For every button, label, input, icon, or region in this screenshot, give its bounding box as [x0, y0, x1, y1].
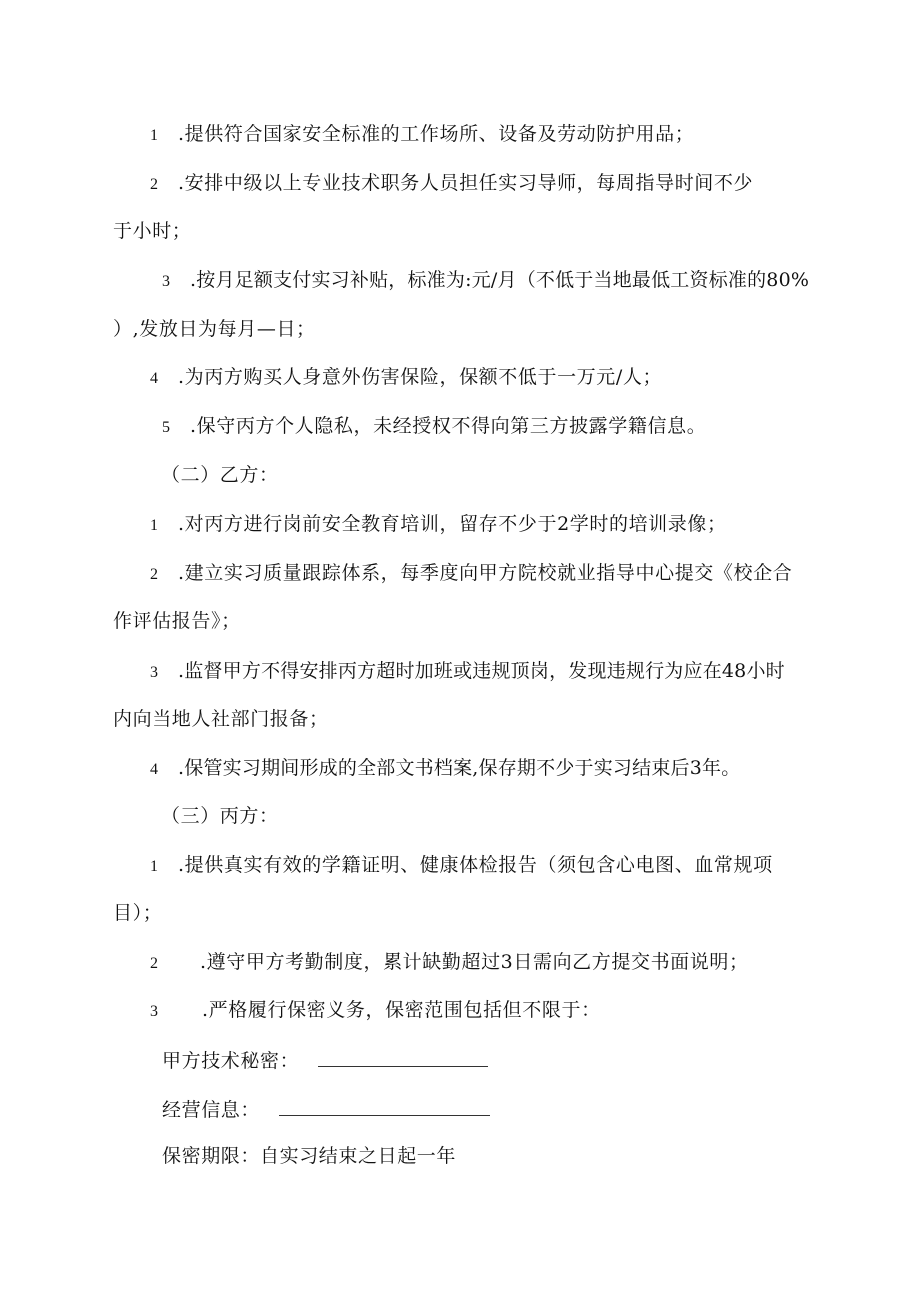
party-b-item-3-continuation — [113, 706, 329, 732]
party-c-item-1-continuation — [113, 900, 162, 926]
item-text: .建立实习质量跟踪体系，每季度向甲方院校就业指导中心提交《校企合 — [178, 562, 793, 584]
party-a-item-4 — [150, 364, 662, 392]
item-number: 1 — [150, 517, 158, 534]
item-number: 2 — [150, 566, 158, 583]
tech-secret-label: 甲方技术秘密： — [162, 1050, 300, 1072]
business-info-blank-field[interactable] — [279, 1095, 490, 1116]
item-text-continuation: 作评估报告》； — [113, 610, 241, 632]
party-b-item-1 — [150, 511, 727, 539]
party-b-item-3 — [150, 658, 785, 686]
party-c-item-1 — [150, 852, 773, 880]
item-text-continuation: 内向当地人社部门报备； — [113, 708, 329, 730]
item-text-continuation: 目）； — [113, 902, 163, 924]
item-text: .保管实习期间形成的全部文书档案,保存期不少于实习结束后3年。 — [178, 757, 741, 779]
item-text: .遵守甲方考勤制度，累计缺勤超过3日需向乙方提交书面说明； — [200, 951, 749, 973]
item-text: .为丙方购买人身意外伤害保险，保额不低于一万元/人； — [178, 366, 663, 388]
business-info-label: 经营信息： — [162, 1099, 261, 1121]
item-number: 5 — [162, 419, 170, 436]
item-number: 2 — [150, 176, 158, 193]
party-c-item-3 — [150, 997, 601, 1025]
party-b-item-4 — [150, 755, 740, 783]
item-number: 4 — [150, 761, 158, 778]
item-text: .对丙方进行岗前安全教育培训，留存不少于2学时的培训录像； — [178, 513, 727, 535]
tech-secret-blank-field[interactable] — [318, 1046, 488, 1067]
party-a-item-2 — [150, 170, 753, 198]
item-text: .监督甲方不得安排丙方超时加班或违规顶岗，发现违规行为应在48小时 — [178, 660, 785, 682]
item-text: .安排中级以上专业技术职务人员担任实习导师，每周指导时间不少 — [178, 172, 754, 194]
party-a-item-2-continuation — [113, 218, 191, 244]
item-number: 4 — [150, 370, 158, 387]
item-number: 3 — [162, 273, 170, 290]
section-c-title: （三）丙方： — [161, 805, 279, 827]
item-number: 3 — [150, 1003, 158, 1020]
item-number: 3 — [150, 664, 158, 681]
item-text-continuation: ）,发放日为每月—日； — [113, 318, 316, 340]
party-a-item-5 — [162, 413, 706, 441]
item-text: .严格履行保密义务，保密范围包括但不限于： — [202, 999, 601, 1021]
item-number: 1 — [150, 127, 158, 144]
confidentiality-period: 保密期限：自实习结束之日起一年 — [162, 1145, 457, 1167]
party-a-item-3-continuation — [113, 316, 316, 342]
item-number: 2 — [150, 955, 158, 972]
item-text: .按月足额支付实习补贴，标准为:元/月（不低于当地最低工资标准的80% — [190, 269, 810, 291]
item-text: .提供符合国家安全标准的工作场所、设备及劳动防护用品； — [178, 123, 695, 145]
party-a-item-1 — [150, 121, 694, 149]
party-c-item-2 — [150, 949, 749, 977]
tech-secret-row — [162, 1046, 488, 1074]
party-b-item-2 — [150, 560, 792, 588]
business-info-row — [162, 1095, 490, 1123]
party-b-item-2-continuation — [113, 608, 241, 634]
party-a-item-3 — [162, 267, 809, 295]
section-b-title: （二）乙方： — [161, 464, 279, 486]
item-text-continuation: 于小时； — [113, 220, 192, 242]
item-text: .保守丙方个人隐私，未经授权不得向第三方披露学籍信息。 — [190, 415, 707, 437]
item-text: .提供真实有效的学籍证明、健康体检报告（须包含心电图、血常规项 — [178, 854, 773, 876]
item-number: 1 — [150, 858, 158, 875]
